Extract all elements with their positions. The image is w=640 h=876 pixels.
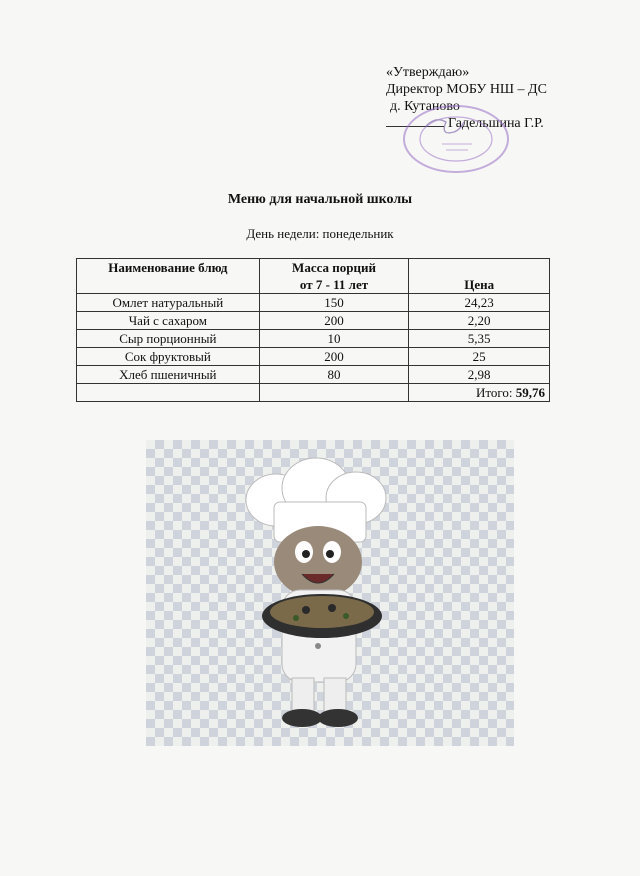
header-mass-bottom: от 7 - 11 лет [259,276,409,294]
header-price-top [409,259,550,277]
menu-table [76,258,550,402]
chef-image [146,440,514,746]
dish-price: 25 [409,348,550,366]
dish-mass: 150 [259,294,409,312]
header-name: Наименование блюд [77,259,260,277]
dish-price: 2,20 [409,312,550,330]
page-title: Меню для начальной школы [227,192,413,207]
day-of-week: День недели: понедельник [246,226,394,241]
total-cell [409,384,550,402]
table-row [77,366,550,384]
total-value: 59,76 [515,384,545,400]
dish-mass: 10 [259,330,409,348]
table-row [77,294,550,312]
approval-location: д. Кутаново [390,99,460,114]
chef-icon [146,440,514,746]
approval-title: «Утверждаю» [386,65,470,80]
dish-price: 24,23 [409,294,550,312]
dish-mass: 200 [259,312,409,330]
total-empty-1 [77,384,260,402]
table-row [77,348,550,366]
dish-price: 2,98 [409,366,550,384]
dish-mass: 80 [259,366,409,384]
dish-name: Сок фруктовый [77,348,260,366]
dish-name: Хлеб пшеничный [77,366,260,384]
dish-name: Омлет натуральный [77,294,260,312]
header-price: Цена [409,276,550,294]
dish-mass: 200 [259,348,409,366]
table-row [77,330,550,348]
total-label: Итого: [475,384,513,400]
total-row [77,384,550,402]
dish-name: Сыр порционный [77,330,260,348]
stamp-icon [402,104,510,174]
total-empty-2 [259,384,409,402]
dish-price: 5,35 [409,330,550,348]
dish-name: Чай с сахаром [77,312,260,330]
approval-position: Директор МОБУ НШ – ДС [386,82,547,97]
header-mass-top: Масса порций [259,259,409,277]
approval-name: Гадельшина Г.Р. [448,116,544,131]
header-name-cont [77,276,260,294]
table-row [77,312,550,330]
